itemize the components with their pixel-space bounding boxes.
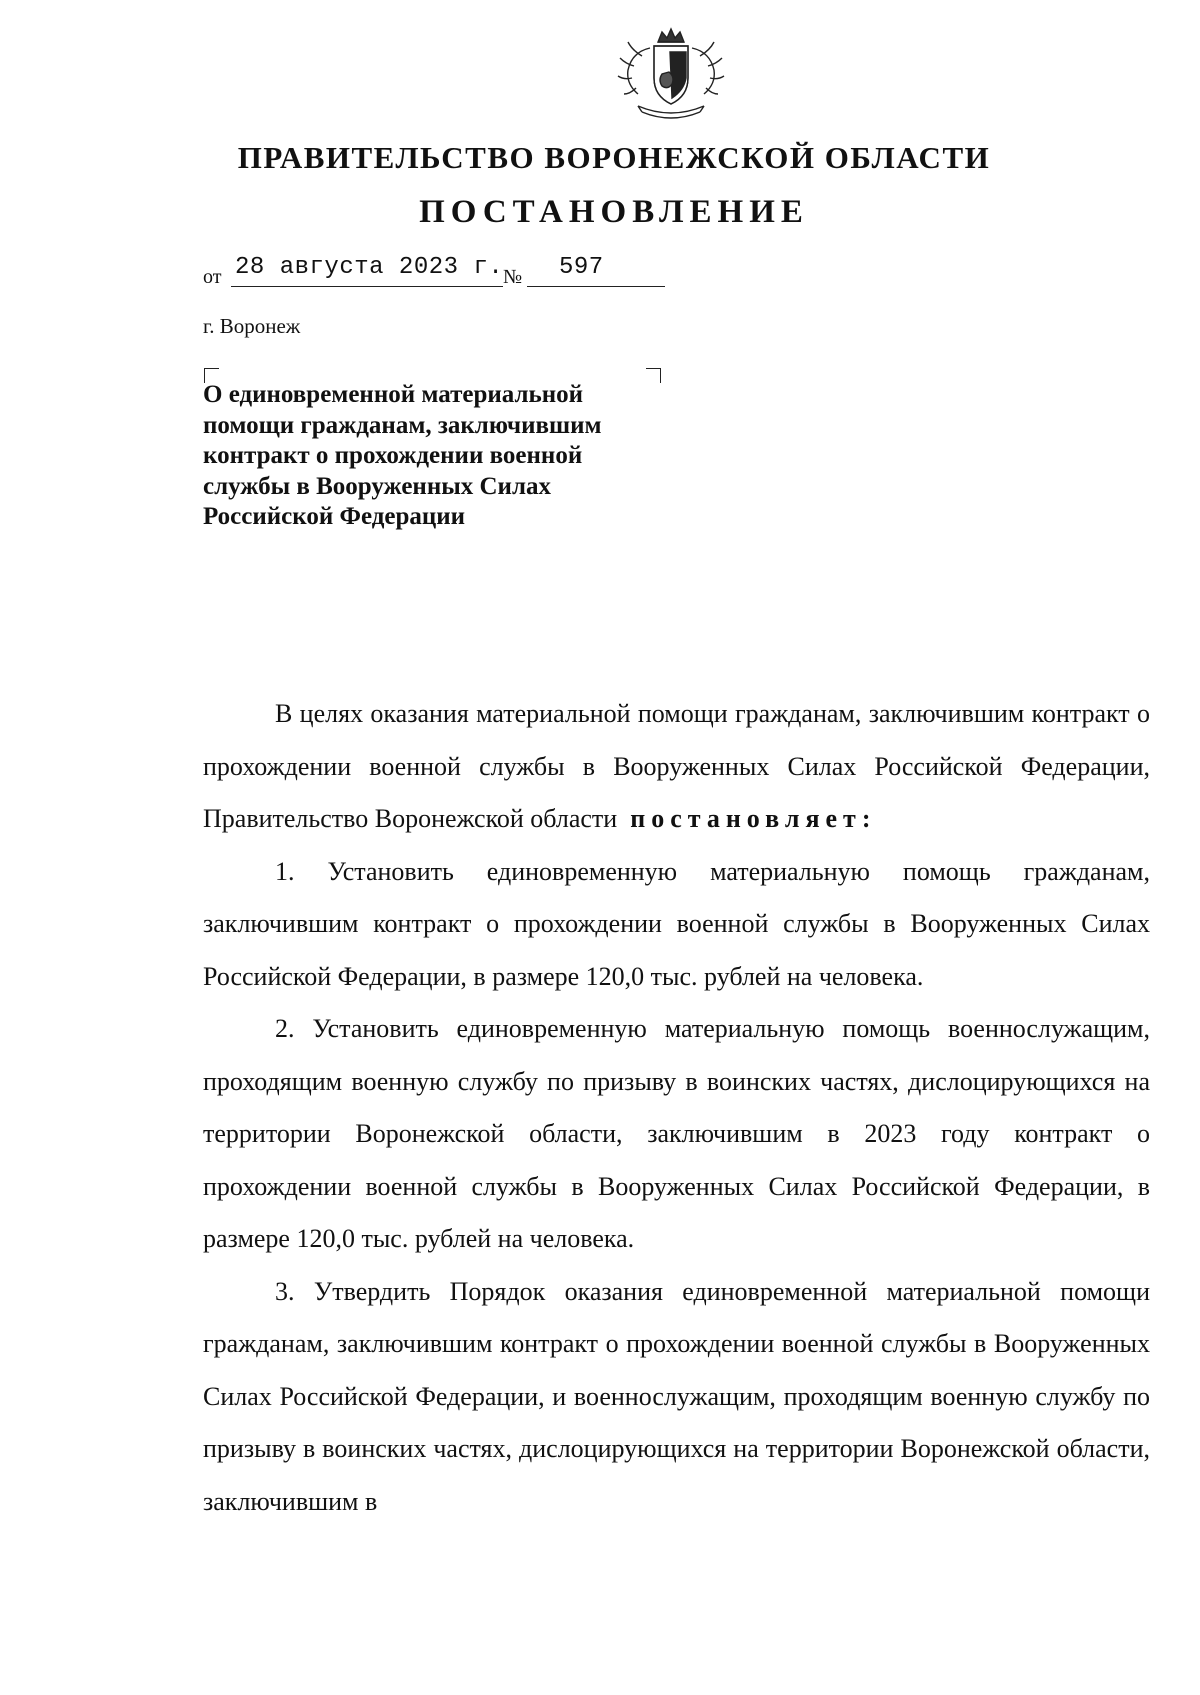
- document-body: [203, 688, 1150, 1528]
- subject-line: О единовременной материальной: [203, 381, 584, 408]
- subject-line: службы в Вооруженных Силах: [203, 472, 551, 500]
- number-underline: [527, 286, 665, 287]
- city: г. Воронеж: [203, 314, 301, 338]
- subject-line: Российской Федерации: [203, 503, 466, 530]
- item-paragraph: 2. Установить единовременную материальную помощь военнослужащим, проходящим военную службу по призыву в воинских частях, дислоцирующихся на территории Воронежской области, заключившим в 2023 году контракт о прохождении военной службы в Вооруженных Силах Российской Федерации, в размере 120,0 тыс. рублей на человека.: [203, 1014, 1150, 1253]
- voronezh-coat-of-arms-icon: [612, 26, 730, 126]
- subject-line: помощи гражданам, заключившим: [203, 411, 602, 439]
- date-underline: [231, 286, 503, 287]
- document-subject: [203, 380, 663, 533]
- document-date: 28 августа 2023 г.: [235, 254, 504, 281]
- document-number: 597: [559, 254, 604, 281]
- preamble-text: В целях оказания материальной помощи гражданам, заключившим контракт о прохождении военной службы в Вооруженных Силах Российской Федерации, Правительство Воронежской области: [203, 699, 1150, 833]
- resolves-word: постановляет:: [630, 804, 877, 833]
- number-label: №: [503, 266, 523, 288]
- date-number-line: [203, 256, 683, 296]
- item-paragraph: 1. Установить единовременную материальную помощь гражданам, заключившим контракт о прохождении военной службы в Вооруженных Силах Российской Федерации, в размере 120,0 тыс. рублей на человека.: [203, 856, 1150, 991]
- date-prefix: от: [203, 266, 222, 288]
- preamble-paragraph: [203, 688, 1150, 846]
- document-type: ПОСТАНОВЛЕНИЕ: [419, 194, 809, 230]
- item-paragraph: 3. Утвердить Порядок оказания единовременной материальной помощи гражданам, заключившим контракт о прохождении военной службы в Вооруженных Силах Российской Федерации, и военнослужащим, проходящим военную службу по призыву в воинских частях, дислоцирующихся на территории Воронежской области, заключившим в: [203, 1276, 1150, 1516]
- subject-line: контракт о прохождении военной: [203, 442, 583, 469]
- organization-title: ПРАВИТЕЛЬСТВО ВОРОНЕЖСКОЙ ОБЛАСТИ: [237, 140, 991, 175]
